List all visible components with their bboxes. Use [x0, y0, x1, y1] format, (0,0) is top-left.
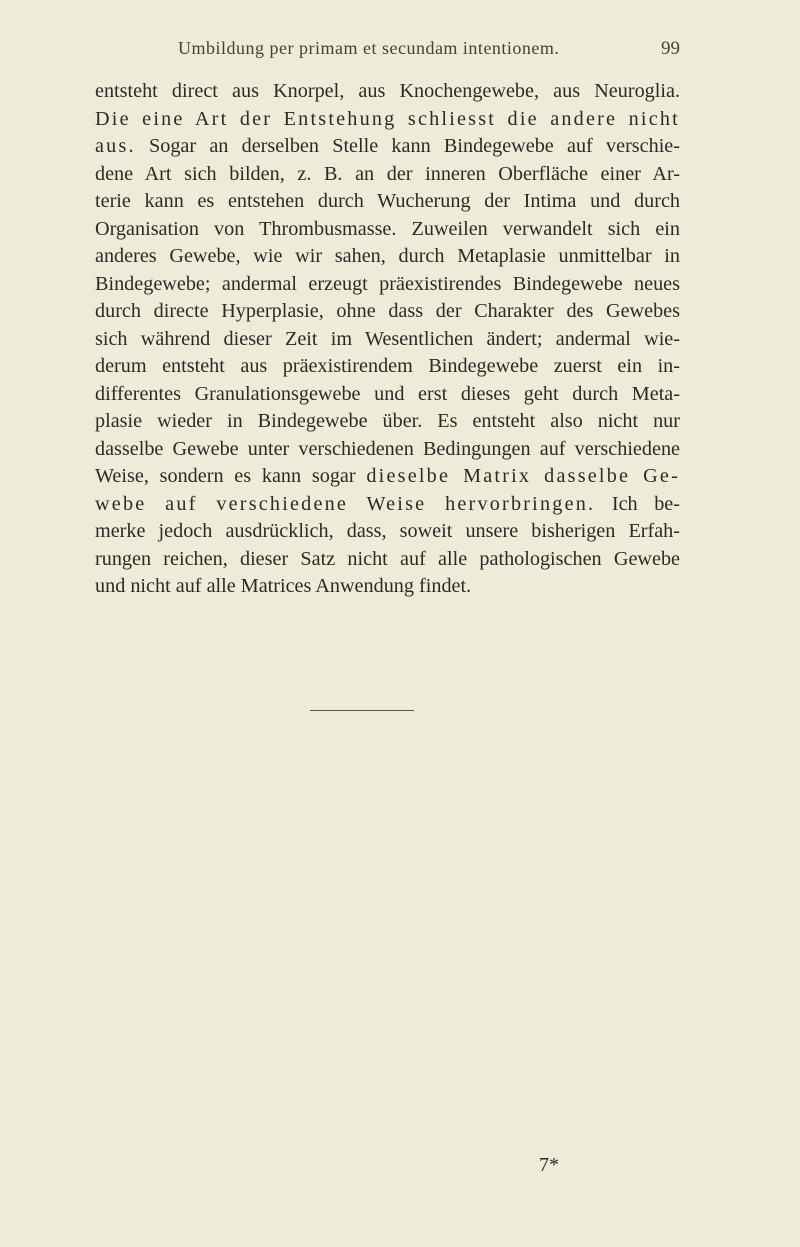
text-run: Ich be- [595, 492, 680, 515]
text-run: derum entsteht aus präexistirendem Bindegewebe zuerst ein in- [95, 355, 680, 377]
text-run: Weise, sondern es kann sogar [95, 465, 367, 487]
text-line [95, 353, 680, 381]
emphasis-run: webe auf verschiedene Weise hervorbringen. [95, 492, 596, 515]
text-line [95, 573, 680, 601]
text-run: durch directe Hyperplasie, ohne dass der Charakter des Gewebes [95, 300, 680, 322]
text-line [95, 326, 680, 354]
body-paragraph [95, 78, 680, 601]
text-run: dene Art sich bilden, z. B. an der inneren Oberfläche einer Ar- [95, 162, 680, 185]
text-run: differentes Granulationsgewebe und erst dieses geht durch Meta- [95, 382, 680, 405]
emphasis-run: Die eine Art der Entstehung schliesst die andere nicht [95, 107, 680, 130]
text-line [95, 298, 680, 326]
section-divider [310, 710, 414, 711]
text-line [95, 78, 680, 106]
text-line [95, 436, 680, 464]
emphasis-run: aus. [95, 135, 136, 157]
text-line [95, 408, 680, 436]
running-title: Umbildung per primam et secundam intentionem. [178, 38, 560, 58]
text-line [95, 271, 680, 299]
text-run: sich während dieser Zeit im Wesentlichen ändert; andermal wie- [95, 327, 680, 350]
text-run: terie kann es entstehen durch Wucherung der Intima und durch [95, 190, 680, 212]
emphasis-run: dieselbe Matrix dasselbe Ge- [366, 465, 680, 487]
text-line [95, 106, 680, 134]
text-line [95, 518, 680, 546]
text-line [95, 491, 680, 519]
text-run: Sogar an derselben Stelle kann Bindegewebe auf verschie- [135, 135, 680, 157]
signature-mark: 7* [539, 1154, 559, 1176]
text-run: entsteht direct aus Knorpel, aus Knochengewebe, aus Neuroglia. [95, 80, 680, 102]
text-line [95, 161, 680, 189]
text-line [95, 243, 680, 271]
text-line [95, 216, 680, 244]
text-run: anderes Gewebe, wie wir sahen, durch Metaplasie unmittelbar in [95, 245, 680, 267]
text-run: rungen reichen, dieser Satz nicht auf alle pathologischen Gewebe [95, 547, 680, 570]
text-line [95, 546, 680, 574]
text-run: und nicht auf alle Matrices Anwendung findet. [95, 575, 472, 597]
text-line [95, 133, 680, 161]
text-run: merke jedoch ausdrücklich, dass, soweit unsere bisherigen Erfah- [95, 520, 680, 542]
text-run: dasselbe Gewebe unter verschiedenen Bedingungen auf verschiedene [95, 437, 680, 460]
running-head [110, 38, 680, 64]
text-run: Organisation von Thrombusmasse. Zuweilen verwandelt sich ein [95, 217, 680, 240]
text-run: plasie wieder in Bindegewebe über. Es entsteht also nicht nur [95, 410, 680, 432]
page-number: 99 [661, 38, 680, 59]
text-line [95, 381, 680, 409]
text-line [95, 463, 680, 491]
text-run: Bindegewebe; andermal erzeugt präexistirendes Bindegewebe neues [95, 272, 680, 295]
text-line [95, 188, 680, 216]
